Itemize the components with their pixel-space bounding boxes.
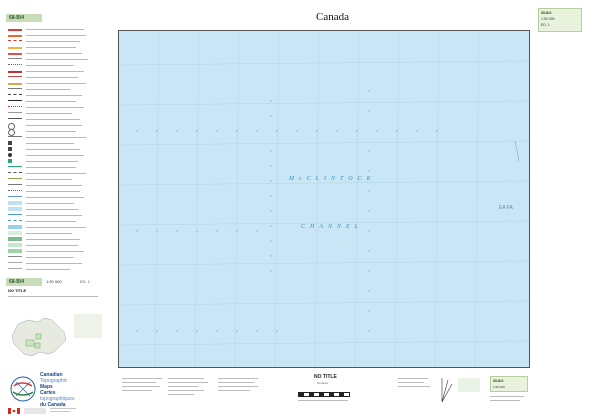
logo-badge <box>24 408 46 414</box>
declination-diagram <box>436 376 456 404</box>
map-frame[interactable] <box>118 30 530 368</box>
footer-sheet-box <box>490 376 528 392</box>
brand-line-1: Canadian <box>40 372 63 378</box>
footer-title: NO TITLE <box>314 374 337 380</box>
legend-scale: 1:50 000 <box>46 279 62 284</box>
footer-sheet-number: 68-B/4 <box>493 379 504 383</box>
water-label-mcclintock: McCLINTOCK <box>289 176 376 182</box>
brand-block <box>40 372 74 408</box>
brand-line-2: Topographic <box>40 378 68 384</box>
footer-note-line <box>50 408 76 409</box>
map-legend <box>4 14 104 416</box>
top-right-sheet: 68-B/4 <box>541 11 552 15</box>
top-right-info-box <box>538 8 582 32</box>
sheet-index-grid <box>74 314 102 338</box>
legend-sheet-number: 68-B/4 <box>6 14 42 22</box>
legend-edition: ED. 1 <box>80 279 91 284</box>
water-label-channel: CHANNEL <box>301 224 364 230</box>
top-right-scale: 1:50 000 <box>541 17 555 21</box>
footer-note-line <box>50 411 70 412</box>
brand-line-6: du Canada <box>40 402 66 408</box>
globe-logo <box>8 374 38 404</box>
canada-flag-icon <box>8 408 20 414</box>
bottom-margin <box>118 372 530 416</box>
top-right-edition: ED. 1 <box>541 23 550 27</box>
utm-zone-label: EA FA <box>499 205 513 211</box>
scale-bar <box>298 392 350 397</box>
brand-line-4: Cartes <box>40 390 56 396</box>
adjoining-sheets <box>458 378 480 392</box>
footer-scale: 1:50 000 <box>493 385 505 389</box>
brand-line-3: Maps <box>40 384 53 390</box>
legend-title: NO TITLE <box>8 288 27 293</box>
map-grid <box>119 31 529 367</box>
brand-line-5: topographiques <box>40 396 75 402</box>
canada-index-map <box>8 314 70 362</box>
divider <box>8 296 98 297</box>
canada-wordmark: Canada <box>316 11 349 23</box>
legend-sheet-number-bottom: 68-B/4 <box>6 278 42 286</box>
footer-subtitle: Nunavut <box>317 381 329 385</box>
